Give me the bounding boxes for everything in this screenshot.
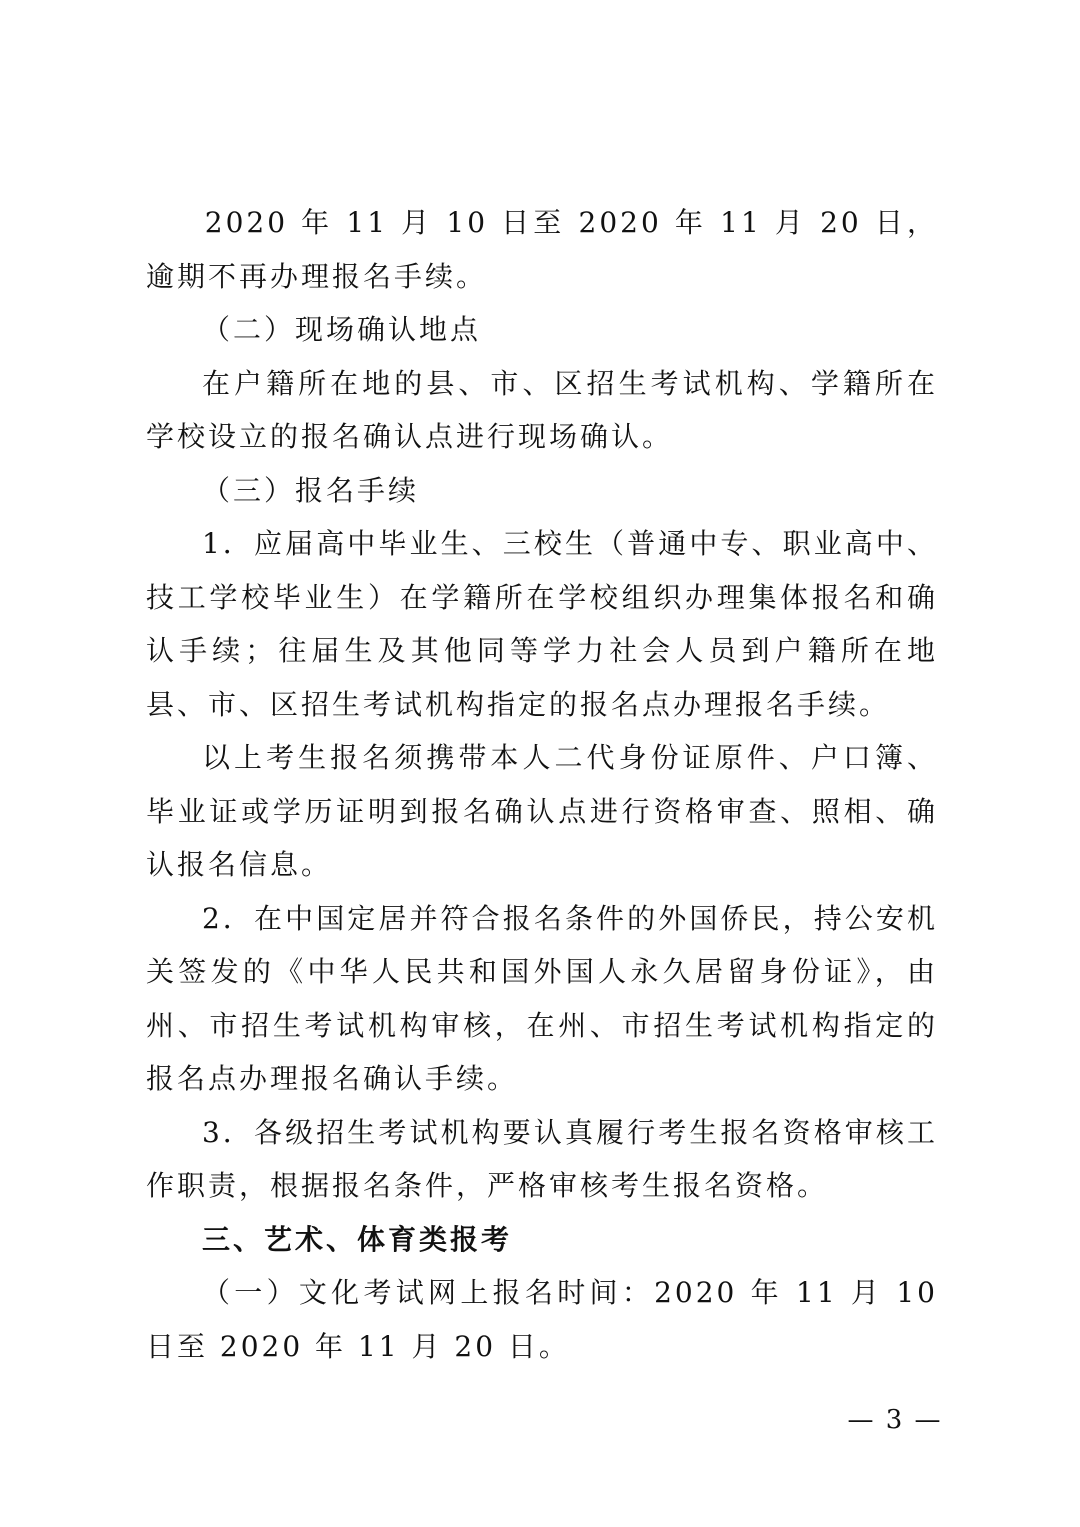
paragraph-deadline: 2020 年 11 月 10 日至 2020 年 11 月 20 日，逾期不再办理报名手续。 [146, 206, 938, 293]
page-number: — 3 — [847, 1405, 943, 1435]
paragraph-required-documents: 以上考生报名须携带本人二代身份证原件、户口簿、毕业证或学历证明到报名确认点进行资格审查、照相、确认报名信息。 [146, 741, 938, 881]
paragraph-online-registration-time: （一）文化考试网上报名时间：2020 年 11 月 10 日至 2020 年 11 月 20 日。 [146, 1276, 938, 1363]
paragraph-confirmation-location: 在户籍所在地的县、市、区招生考试机构、学籍所在学校设立的报名确认点进行现场确认。 [146, 366, 938, 453]
document-body [146, 196, 938, 1373]
paragraph-procedure-1: 1．应届高中毕业生、三校生（普通中专、职业高中、技工学校毕业生）在学籍所在学校组织办理集体报名和确认手续；往届生及其他同等学力社会人员到户籍所在地县、市、区招生考试机构指定的报名点办理报名手续。 [146, 527, 938, 721]
heading-confirmation-location: （二）现场确认地点 [202, 313, 482, 346]
section-heading-art-sports: 三、艺术、体育类报考 [202, 1222, 513, 1256]
paragraph-procedure-3: 3．各级招生考试机构要认真履行考生报名资格审核工作职责，根据报名条件，严格审核考生报名资格。 [146, 1115, 938, 1202]
heading-registration-procedure: （三）报名手续 [202, 473, 420, 507]
paragraph-procedure-2: 2．在中国定居并符合报名条件的外国侨民，持公安机关签发的《中华人民共和国外国人永久居留身份证》，由州、市招生考试机构审核，在州、市招生考试机构指定的报名点办理报名确认手续。 [146, 901, 938, 1095]
